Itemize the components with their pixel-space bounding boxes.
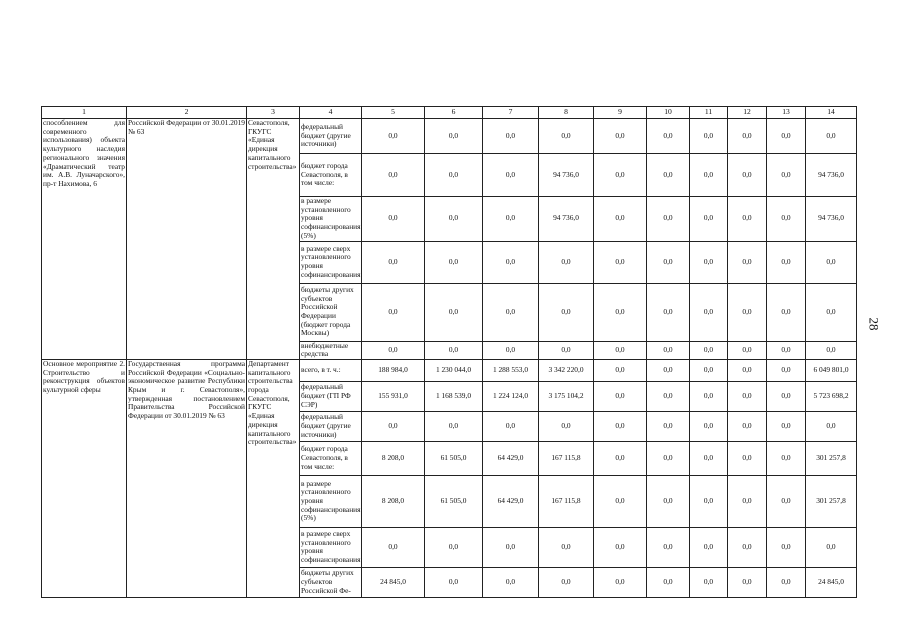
column-number-cell: 3 <box>247 107 300 119</box>
amount-cell: 0,0 <box>767 411 806 441</box>
amount-cell: 0,0 <box>594 283 647 341</box>
amount-cell: 167 115,8 <box>539 475 594 527</box>
amount-cell: 94 736,0 <box>806 197 857 242</box>
amount-cell: 0,0 <box>539 241 594 283</box>
column-number-row <box>42 107 857 119</box>
amount-cell: 0,0 <box>767 359 806 381</box>
amount-cell: 64 429,0 <box>483 441 539 475</box>
amount-cell: 0,0 <box>806 283 857 341</box>
amount-cell: 0,0 <box>594 381 647 411</box>
amount-cell: 0,0 <box>806 341 857 359</box>
column-number-cell: 5 <box>362 107 425 119</box>
amount-cell: 301 257,8 <box>806 441 857 475</box>
funding-source-label: в размере установленного уровня софинансирования (5%) <box>300 475 362 527</box>
amount-cell: 1 288 553,0 <box>483 359 539 381</box>
budget-row <box>42 359 857 381</box>
row-col2-text: Государственная программа Российской Федерации «Социально-экономическое развитие Республики Крым и г. Севастополя», утвержденная постановлением Правительства Российской Федерации от 30.01.2019 № 63 <box>127 359 247 597</box>
amount-cell: 0,0 <box>767 381 806 411</box>
amount-cell: 8 208,0 <box>362 441 425 475</box>
amount-cell: 0,0 <box>728 359 767 381</box>
amount-cell: 0,0 <box>362 241 425 283</box>
amount-cell: 0,0 <box>425 154 483 197</box>
amount-cell: 0,0 <box>767 475 806 527</box>
table-body <box>42 107 857 598</box>
row-col2-text: Российской Федерации от 30.01.2019 № 63 <box>127 119 247 360</box>
amount-cell: 0,0 <box>539 283 594 341</box>
column-number-cell: 1 <box>42 107 127 119</box>
amount-cell: 0,0 <box>362 197 425 242</box>
funding-source-label: федеральный бюджет (другие источники) <box>300 411 362 441</box>
funding-source-label: всего, в т. ч.: <box>300 359 362 381</box>
amount-cell: 0,0 <box>767 154 806 197</box>
amount-cell: 0,0 <box>728 197 767 242</box>
amount-cell: 0,0 <box>728 441 767 475</box>
amount-cell: 0,0 <box>767 119 806 154</box>
amount-cell: 0,0 <box>483 283 539 341</box>
amount-cell: 0,0 <box>539 411 594 441</box>
amount-cell: 0,0 <box>728 154 767 197</box>
funding-source-label: в размере установленного уровня софинансирования (5%) <box>301 196 361 240</box>
funding-source-label: в размере сверх установленного уровня софинансирования <box>300 241 362 283</box>
column-number-cell: 10 <box>647 107 690 119</box>
funding-source-label: бюджеты других субъектов Российской Федерации (бюджет города Москвы) <box>300 283 362 341</box>
amount-cell: 0,0 <box>594 527 647 567</box>
amount-cell: 0,0 <box>362 283 425 341</box>
amount-cell: 301 257,8 <box>806 475 857 527</box>
amount-cell: 0,0 <box>483 241 539 283</box>
amount-cell: 0,0 <box>728 527 767 567</box>
amount-cell: 0,0 <box>690 475 728 527</box>
row-col3-text: Департамент капитального строительства города Севастополя, ГКУГС «Единая дирекция капитального строительства» <box>247 359 300 597</box>
amount-cell: 0,0 <box>594 567 647 597</box>
amount-cell: 0,0 <box>728 241 767 283</box>
amount-cell: 0,0 <box>728 283 767 341</box>
amount-cell: 0,0 <box>647 527 690 567</box>
amount-cell: 0,0 <box>767 341 806 359</box>
column-number-cell: 14 <box>806 107 857 119</box>
amount-cell: 0,0 <box>690 341 728 359</box>
amount-cell: 0,0 <box>690 411 728 441</box>
amount-cell: 0,0 <box>425 241 483 283</box>
amount-cell: 0,0 <box>690 527 728 567</box>
funding-source-label: бюджет города Севастополя, в том числе: <box>300 154 362 197</box>
amount-cell: 0,0 <box>483 341 539 359</box>
funding-source-label: федеральный бюджет (другие источники) <box>300 119 362 154</box>
amount-cell: 0,0 <box>647 381 690 411</box>
amount-cell: 1 230 044,0 <box>425 359 483 381</box>
funding-source-label: бюджет города Севастополя, в том числе: <box>300 441 362 475</box>
amount-cell: 0,0 <box>806 411 857 441</box>
amount-cell: 0,0 <box>647 411 690 441</box>
amount-cell: 64 429,0 <box>483 475 539 527</box>
amount-cell: 0,0 <box>594 441 647 475</box>
budget-table <box>41 106 857 598</box>
amount-cell: 0,0 <box>594 475 647 527</box>
amount-cell: 0,0 <box>425 119 483 154</box>
column-number-cell: 8 <box>539 107 594 119</box>
amount-cell: 0,0 <box>362 411 425 441</box>
amount-cell: 0,0 <box>690 241 728 283</box>
amount-cell: 0,0 <box>483 527 539 567</box>
amount-cell: 0,0 <box>647 341 690 359</box>
funding-source-label: внебюджетные средства <box>300 341 362 359</box>
amount-cell: 61 505,0 <box>425 441 483 475</box>
amount-cell: 0,0 <box>483 119 539 154</box>
amount-cell: 0,0 <box>539 527 594 567</box>
amount-cell: 0,0 <box>362 341 425 359</box>
amount-cell: 167 115,8 <box>539 441 594 475</box>
amount-cell: 0,0 <box>728 475 767 527</box>
column-number-cell: 2 <box>127 107 247 119</box>
amount-cell: 0,0 <box>728 381 767 411</box>
amount-cell: 0,0 <box>594 154 647 197</box>
amount-cell: 0,0 <box>362 527 425 567</box>
amount-cell: 0,0 <box>539 119 594 154</box>
amount-cell: 0,0 <box>483 567 539 597</box>
column-number-cell: 6 <box>425 107 483 119</box>
amount-cell: 0,0 <box>690 154 728 197</box>
amount-cell: 0,0 <box>594 197 647 242</box>
amount-cell: 0,0 <box>425 567 483 597</box>
column-number-cell: 11 <box>690 107 728 119</box>
amount-cell: 0,0 <box>483 154 539 197</box>
amount-cell: 0,0 <box>767 567 806 597</box>
amount-cell: 0,0 <box>425 283 483 341</box>
amount-cell: 0,0 <box>767 527 806 567</box>
amount-cell: 8 208,0 <box>362 475 425 527</box>
page-number: 28 <box>866 317 882 331</box>
amount-cell: 24 845,0 <box>362 567 425 597</box>
amount-cell: 0,0 <box>425 197 483 242</box>
amount-cell: 0,0 <box>690 119 728 154</box>
amount-cell: 6 049 801,0 <box>806 359 857 381</box>
row-col3-text: Севастополя, ГКУГС «Единая дирекция капитального строительства» <box>247 119 300 360</box>
amount-cell: 0,0 <box>647 119 690 154</box>
budget-row <box>42 119 857 154</box>
amount-cell: 0,0 <box>806 527 857 567</box>
amount-cell: 0,0 <box>425 411 483 441</box>
amount-cell: 0,0 <box>647 283 690 341</box>
amount-cell: 0,0 <box>594 359 647 381</box>
amount-cell: 0,0 <box>539 567 594 597</box>
row-col1-text: способлением для современного использования) объекта культурного наследия регионального значения «Драматический театр им. А.В. Луначарского», пр-т Нахимова, 6 <box>42 119 127 360</box>
funding-source-label: в размере сверх установленного уровня софинансирования <box>300 527 362 567</box>
amount-cell: 0,0 <box>690 567 728 597</box>
amount-cell: 0,0 <box>767 197 806 242</box>
column-number-cell: 12 <box>728 107 767 119</box>
amount-cell: 188 984,0 <box>362 359 425 381</box>
amount-cell: 3 175 104,2 <box>539 381 594 411</box>
amount-cell: 0,0 <box>594 411 647 441</box>
amount-cell: 0,0 <box>690 283 728 341</box>
amount-cell: 94 736,0 <box>539 154 594 197</box>
funding-source-label: бюджеты других субъектов Российской Фе- <box>300 567 362 597</box>
amount-cell: 24 845,0 <box>806 567 857 597</box>
amount-cell: 0,0 <box>483 197 539 242</box>
amount-cell: 94 736,0 <box>539 197 594 242</box>
amount-cell: 0,0 <box>594 119 647 154</box>
amount-cell: 1 224 124,0 <box>483 381 539 411</box>
amount-cell: 0,0 <box>425 341 483 359</box>
row-col1-text: Основное мероприятие 2. Строительство и реконструкция объектов культурной сферы <box>42 359 127 597</box>
amount-cell: 0,0 <box>767 241 806 283</box>
amount-cell: 0,0 <box>806 119 857 154</box>
amount-cell: 0,0 <box>728 341 767 359</box>
amount-cell: 0,0 <box>647 359 690 381</box>
amount-cell: 0,0 <box>690 359 728 381</box>
amount-cell: 0,0 <box>728 119 767 154</box>
amount-cell: 0,0 <box>483 411 539 441</box>
amount-cell: 0,0 <box>728 411 767 441</box>
amount-cell: 155 931,0 <box>362 381 425 411</box>
amount-cell: 0,0 <box>728 567 767 597</box>
amount-cell: 0,0 <box>594 341 647 359</box>
amount-cell: 0,0 <box>647 241 690 283</box>
amount-cell: 0,0 <box>647 154 690 197</box>
funding-source-label: федеральный бюджет (ГП РФ СЭР) <box>300 381 362 411</box>
amount-cell: 3 342 220,0 <box>539 359 594 381</box>
amount-cell: 0,0 <box>594 241 647 283</box>
amount-cell: 0,0 <box>647 441 690 475</box>
amount-cell: 0,0 <box>647 567 690 597</box>
amount-cell: 94 736,0 <box>806 154 857 197</box>
amount-cell: 0,0 <box>362 154 425 197</box>
amount-cell: 0,0 <box>647 197 690 242</box>
column-number-cell: 9 <box>594 107 647 119</box>
amount-cell: 61 505,0 <box>425 475 483 527</box>
amount-cell: 0,0 <box>767 283 806 341</box>
amount-cell: 0,0 <box>539 341 594 359</box>
amount-cell: 0,0 <box>425 527 483 567</box>
amount-cell: 0,0 <box>690 197 728 242</box>
amount-cell: 0,0 <box>690 381 728 411</box>
amount-cell: 0,0 <box>362 119 425 154</box>
amount-cell: 0,0 <box>690 441 728 475</box>
amount-cell: 5 723 698,2 <box>806 381 857 411</box>
amount-cell: 1 168 539,0 <box>425 381 483 411</box>
amount-cell: 0,0 <box>806 241 857 283</box>
amount-cell: 0,0 <box>767 441 806 475</box>
column-number-cell: 7 <box>483 107 539 119</box>
column-number-cell: 13 <box>767 107 806 119</box>
amount-cell: 0,0 <box>647 475 690 527</box>
column-number-cell: 4 <box>300 107 362 119</box>
